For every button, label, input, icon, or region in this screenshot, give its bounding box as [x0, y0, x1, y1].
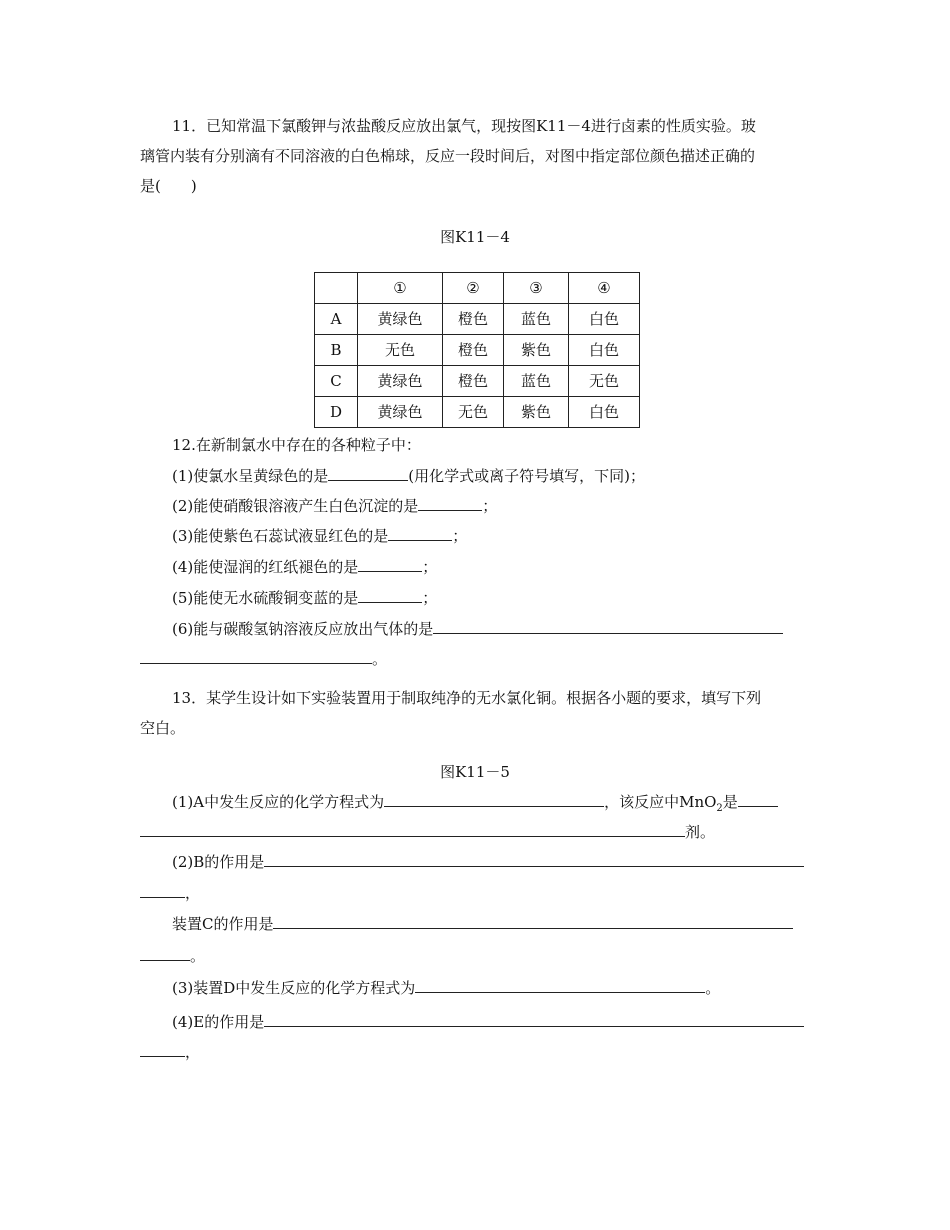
answer-blank[interactable]: [264, 852, 804, 867]
table-cell: 橙色: [443, 335, 504, 366]
q12-stem: 12.在新制氯水中存在的各种粒子中：: [172, 436, 421, 454]
q12-semicolon: ；: [422, 558, 438, 576]
q12-period: 。: [372, 650, 388, 668]
table-cell: 蓝色: [504, 304, 569, 335]
q13-part-1-mid: ，该反应中MnO: [604, 793, 717, 811]
table-row: [315, 366, 640, 397]
answer-blank[interactable]: [433, 619, 783, 634]
q13-period: 。: [705, 979, 721, 997]
table-cell: B: [315, 335, 358, 366]
q11-options-table: [314, 272, 640, 428]
q13-part-4-text: (4)E的作用是: [172, 1013, 265, 1031]
table-cell: 无色: [358, 335, 443, 366]
q12-part-1-note: (用化学式或离子符号填写，下同)；: [408, 467, 645, 485]
q12-semicolon: ；: [482, 497, 498, 515]
q12-part-1: [172, 466, 645, 486]
q13-part-2-text: (2)B的作用是: [172, 853, 265, 871]
q13-part-4: [172, 1012, 804, 1032]
q13-part-3: [172, 978, 720, 998]
table-header-cell: ②: [443, 273, 504, 304]
table-cell: 白色: [569, 397, 640, 428]
answer-blank[interactable]: [140, 883, 185, 898]
q11-stem-line-1: 11．已知常温下氯酸钾与浓盐酸反应放出氯气，现按图K11－4进行卤素的性质实验。玻: [172, 117, 756, 135]
figure-caption-k11-4: 图K11－4: [440, 228, 510, 246]
q12-part-6: [172, 619, 783, 639]
q12-part-5: [172, 588, 437, 608]
answer-blank[interactable]: [264, 1012, 804, 1027]
answer-blank[interactable]: [140, 649, 372, 664]
q12-part-4-text: (4)能使湿润的红纸褪色的是: [172, 558, 359, 576]
q12-part-4: [172, 557, 437, 577]
q12-part-3: [172, 526, 467, 546]
q13-part-2-device-c-text: 装置C的作用是: [172, 915, 274, 933]
answer-blank[interactable]: [388, 526, 452, 541]
q13-period: 。: [190, 947, 206, 965]
table-cell: 橙色: [443, 366, 504, 397]
answer-blank[interactable]: [140, 1042, 185, 1057]
table-cell: 黄绿色: [358, 304, 443, 335]
q13-part-1-text: (1)A中发生反应的化学方程式为: [172, 793, 385, 811]
table-cell: 紫色: [504, 335, 569, 366]
table-row: [315, 335, 640, 366]
table-cell: 黄绿色: [358, 366, 443, 397]
table-header-cell: ④: [569, 273, 640, 304]
q13-comma: ，: [185, 884, 201, 902]
answer-blank[interactable]: [384, 792, 604, 807]
answer-blank[interactable]: [358, 557, 422, 572]
answer-blank[interactable]: [418, 496, 482, 511]
q13-part-1-continued: [140, 822, 715, 842]
q13-part-1: [172, 792, 778, 819]
q13-part-3-text: (3)装置D中发生反应的化学方程式为: [172, 979, 416, 997]
table-header-cell: ①: [358, 273, 443, 304]
table-header-cell: [315, 273, 358, 304]
figure-caption-k11-5: 图K11－5: [440, 763, 510, 781]
q12-part-2: [172, 496, 497, 516]
table-header-row: [315, 273, 640, 304]
table-row: [315, 397, 640, 428]
q13-part-1-end: 剂。: [685, 823, 716, 841]
q12-part-2-text: (2)能使硝酸银溶液产生白色沉淀的是: [172, 497, 419, 515]
answer-blank[interactable]: [415, 978, 705, 993]
answer-blank[interactable]: [328, 466, 408, 481]
answer-blank[interactable]: [140, 946, 190, 961]
q13-part-2-device-c: [172, 914, 793, 934]
table-cell: 白色: [569, 335, 640, 366]
table-cell: 黄绿色: [358, 397, 443, 428]
table-cell: 蓝色: [504, 366, 569, 397]
table-header-cell: ③: [504, 273, 569, 304]
table-cell: 紫色: [504, 397, 569, 428]
table-cell: 无色: [443, 397, 504, 428]
answer-blank[interactable]: [273, 914, 793, 929]
q13-comma: ，: [185, 1043, 201, 1061]
q13-part-2-continued: [140, 883, 200, 903]
q12-part-6-text: (6)能与碳酸氢钠溶液反应放出气体的是: [172, 620, 434, 638]
q11-stem-line-2: 璃管内装有分别滴有不同溶液的白色棉球，反应一段时间后，对图中指定部位颜色描述正确的: [140, 147, 756, 165]
answer-blank[interactable]: [738, 792, 778, 807]
q13-part-1-is: 是: [722, 793, 738, 811]
q12-part-1-text: (1)使氯水呈黄绿色的是: [172, 467, 329, 485]
q13-stem-line-1: 13．某学生设计如下实验装置用于制取纯净的无水氯化铜。根据各小题的要求，填写下列: [172, 689, 762, 707]
table-cell: C: [315, 366, 358, 397]
answer-blank[interactable]: [358, 588, 422, 603]
table-cell: 无色: [569, 366, 640, 397]
table-row: [315, 304, 640, 335]
q12-part-3-text: (3)能使紫色石蕊试液显红色的是: [172, 527, 389, 545]
q11-stem-line-3: 是( ): [140, 177, 197, 195]
subscript-2: 2: [716, 803, 723, 814]
q12-semicolon: ；: [422, 589, 438, 607]
q13-part-2-device-c-continued: [140, 946, 205, 966]
answer-blank[interactable]: [140, 822, 685, 837]
q12-semicolon: ；: [452, 527, 468, 545]
table-cell: 白色: [569, 304, 640, 335]
q12-part-6-continued: [140, 649, 387, 669]
table-cell: 橙色: [443, 304, 504, 335]
q13-part-4-continued: [140, 1042, 200, 1062]
q12-part-5-text: (5)能使无水硫酸铜变蓝的是: [172, 589, 359, 607]
table-cell: A: [315, 304, 358, 335]
table-cell: D: [315, 397, 358, 428]
q13-part-2: [172, 852, 804, 872]
q13-stem-line-2: 空白。: [140, 719, 186, 737]
